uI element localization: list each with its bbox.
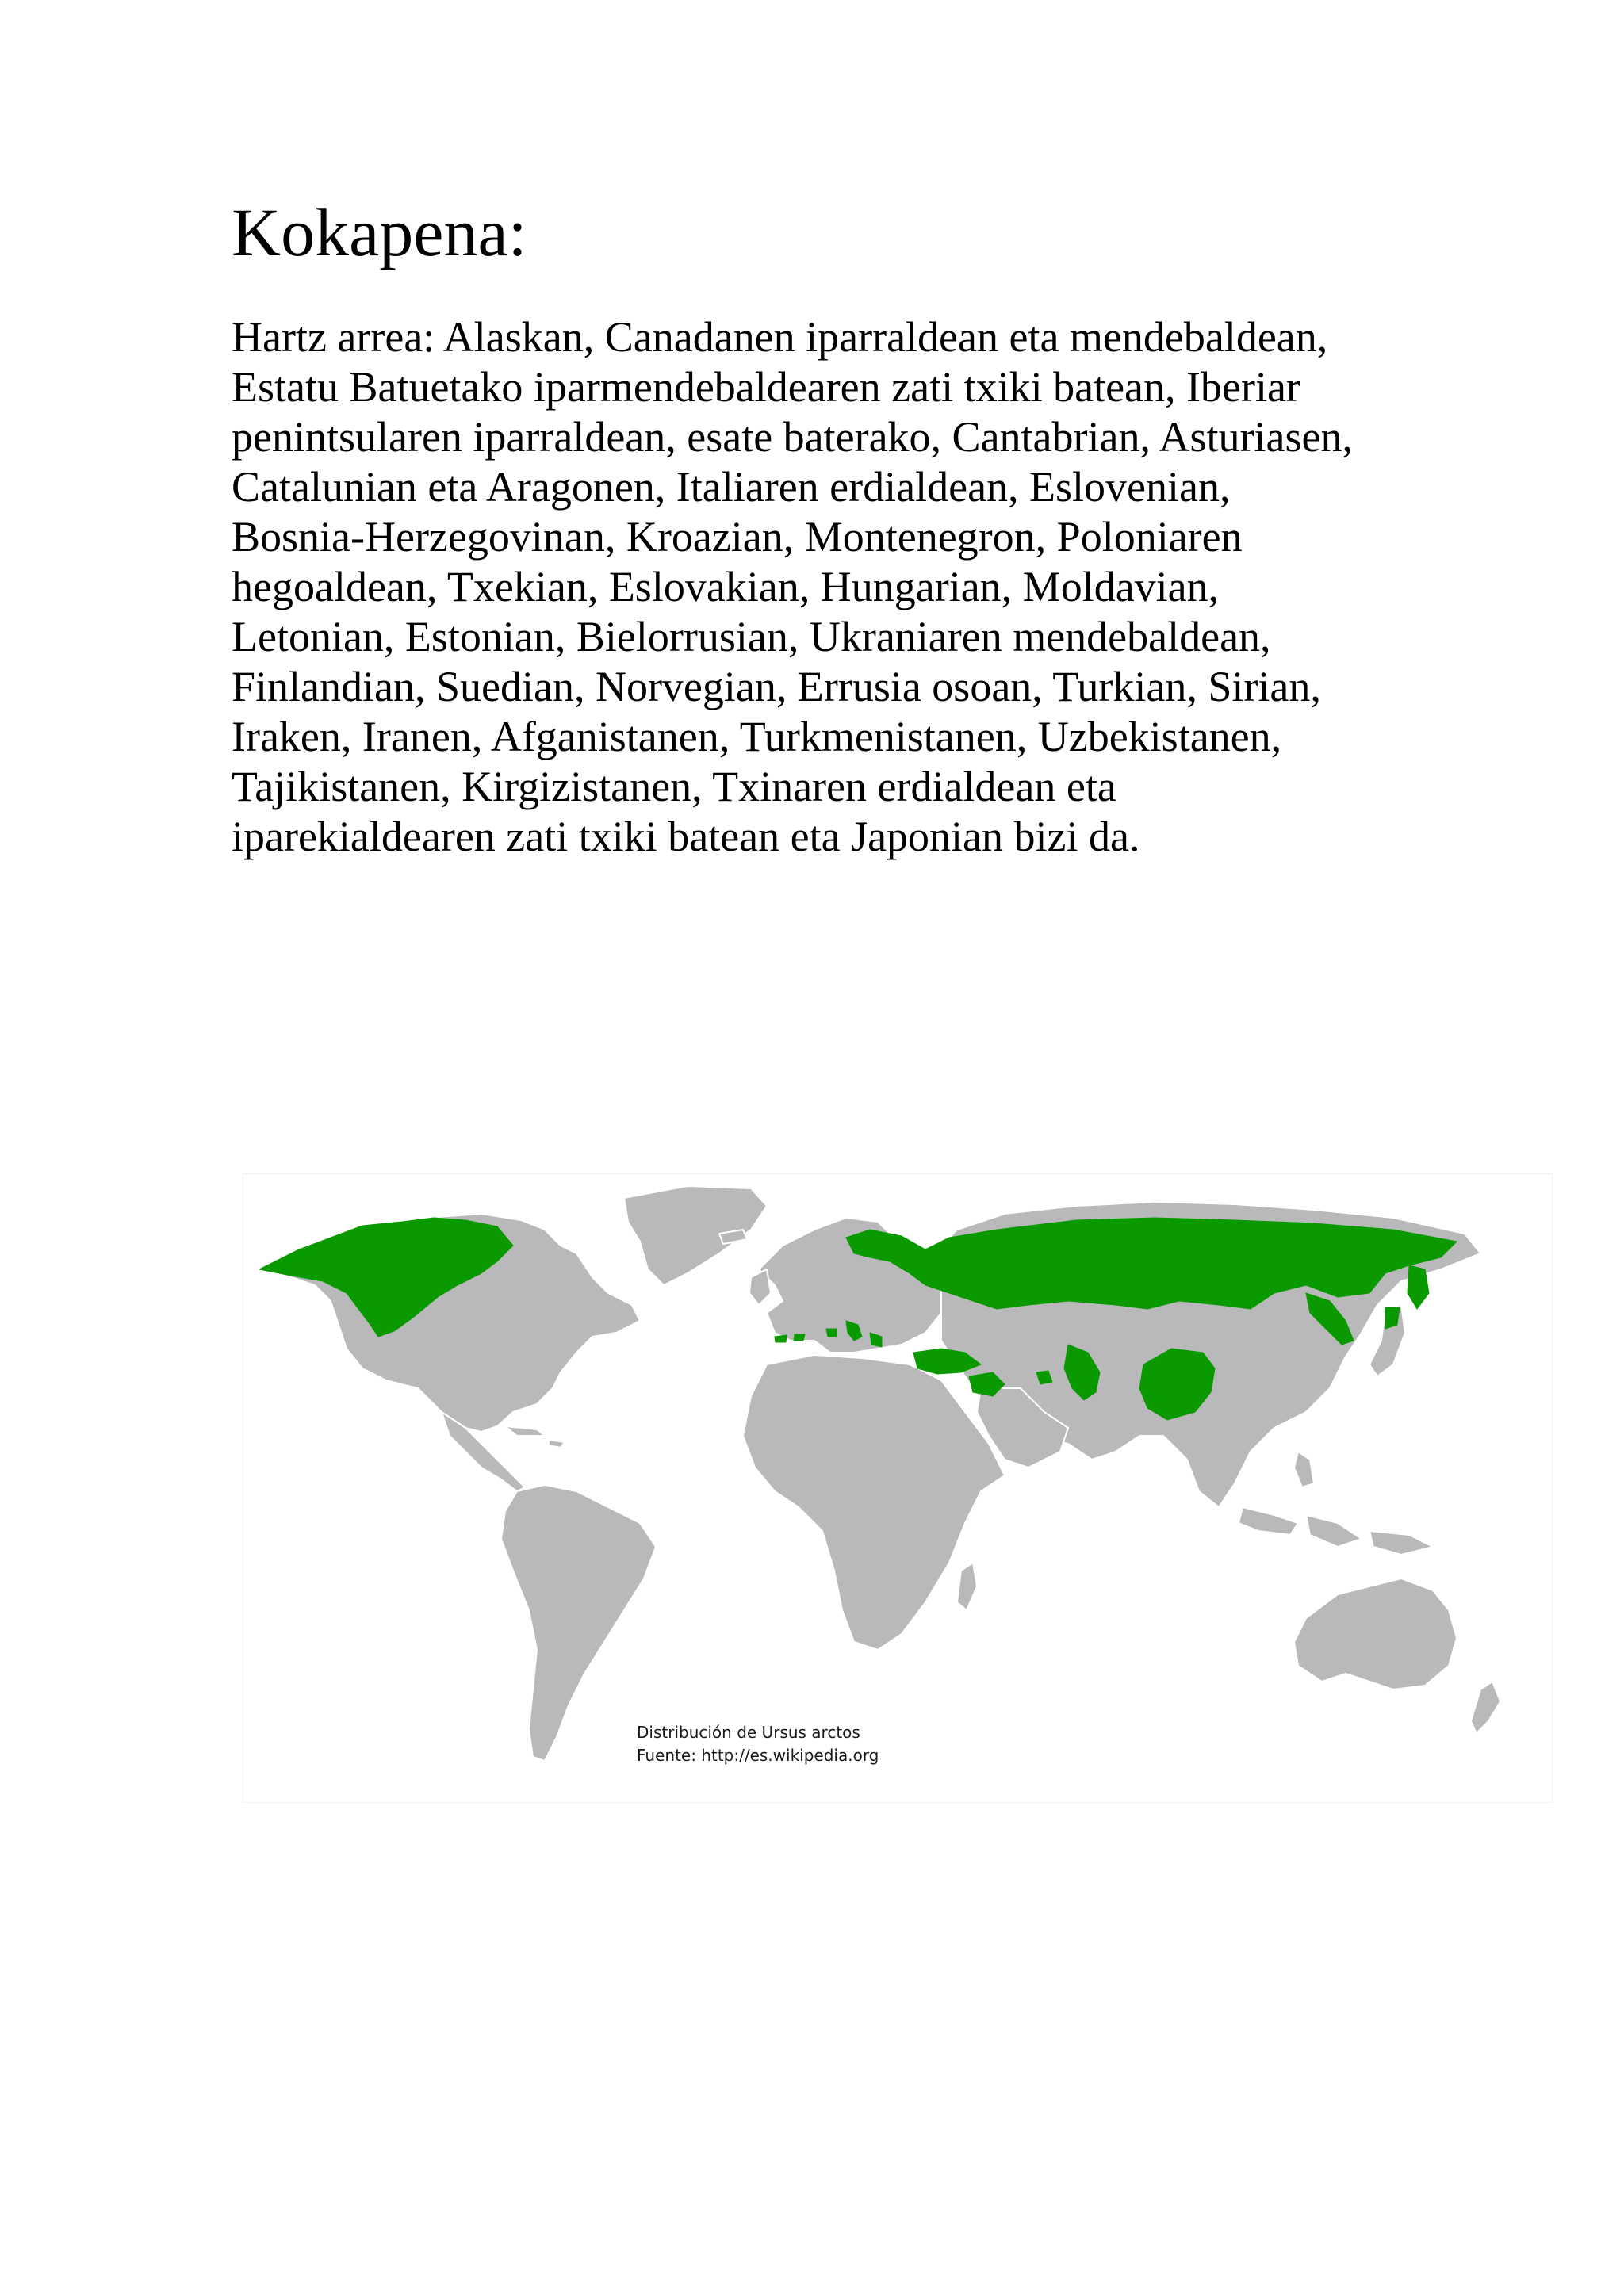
southeast-asia-islands	[1239, 1452, 1433, 1555]
map-caption-source: Fuente: http://es.wikipedia.org	[637, 1746, 879, 1765]
australia-land	[1294, 1578, 1457, 1689]
paragraph-line: Iraken, Iranen, Afganistanen, Turkmenistanen, Uzbekistanen,	[232, 713, 1282, 760]
madagascar-land	[957, 1563, 977, 1610]
paragraph-line: hegoaldean, Txekian, Eslovakian, Hungarian, Moldavian,	[232, 563, 1220, 610]
world-map-svg	[243, 1174, 1553, 1804]
location-paragraph	[232, 312, 1437, 862]
south-america-land	[501, 1485, 656, 1761]
paragraph-line: Letonian, Estonian, Bielorrusian, Ukraniaren mendebaldean,	[232, 613, 1271, 660]
paragraph-line: Tajikistanen, Kirgizistanen, Txinaren erdialdean eta	[232, 763, 1116, 810]
paragraph-line: Estatu Batuetako iparmendebaldearen zati txiki batean, Iberiar	[232, 363, 1300, 411]
new-zealand-land	[1471, 1682, 1500, 1733]
caribbean-islands	[505, 1426, 565, 1448]
paragraph-line: Finlandian, Suedian, Norvegian, Errusia osoan, Turkian, Sirian,	[232, 663, 1321, 710]
paragraph-line: penintsularen iparraldean, esate baterako, Cantabrian, Asturiasen,	[232, 413, 1353, 461]
paragraph-line: iparekialdearen zati txiki batean eta Japonian bizi da.	[232, 813, 1140, 860]
distribution-map	[243, 1173, 1553, 1803]
map-caption-title: Distribución de Ursus arctos	[637, 1723, 860, 1742]
range-kamchatka	[1408, 1265, 1429, 1309]
map-caption	[637, 1721, 879, 1767]
paragraph-line: Hartz arrea: Alaskan, Canadanen iparraldean eta mendebaldean,	[232, 313, 1328, 361]
paragraph-line: Bosnia-Herzegovinan, Kroazian, Montenegron, Poloniaren	[232, 513, 1243, 561]
paragraph-line: Catalunian eta Aragonen, Italiaren erdialdean, Eslovenian,	[232, 463, 1231, 511]
section-heading: Kokapena:	[232, 194, 527, 270]
